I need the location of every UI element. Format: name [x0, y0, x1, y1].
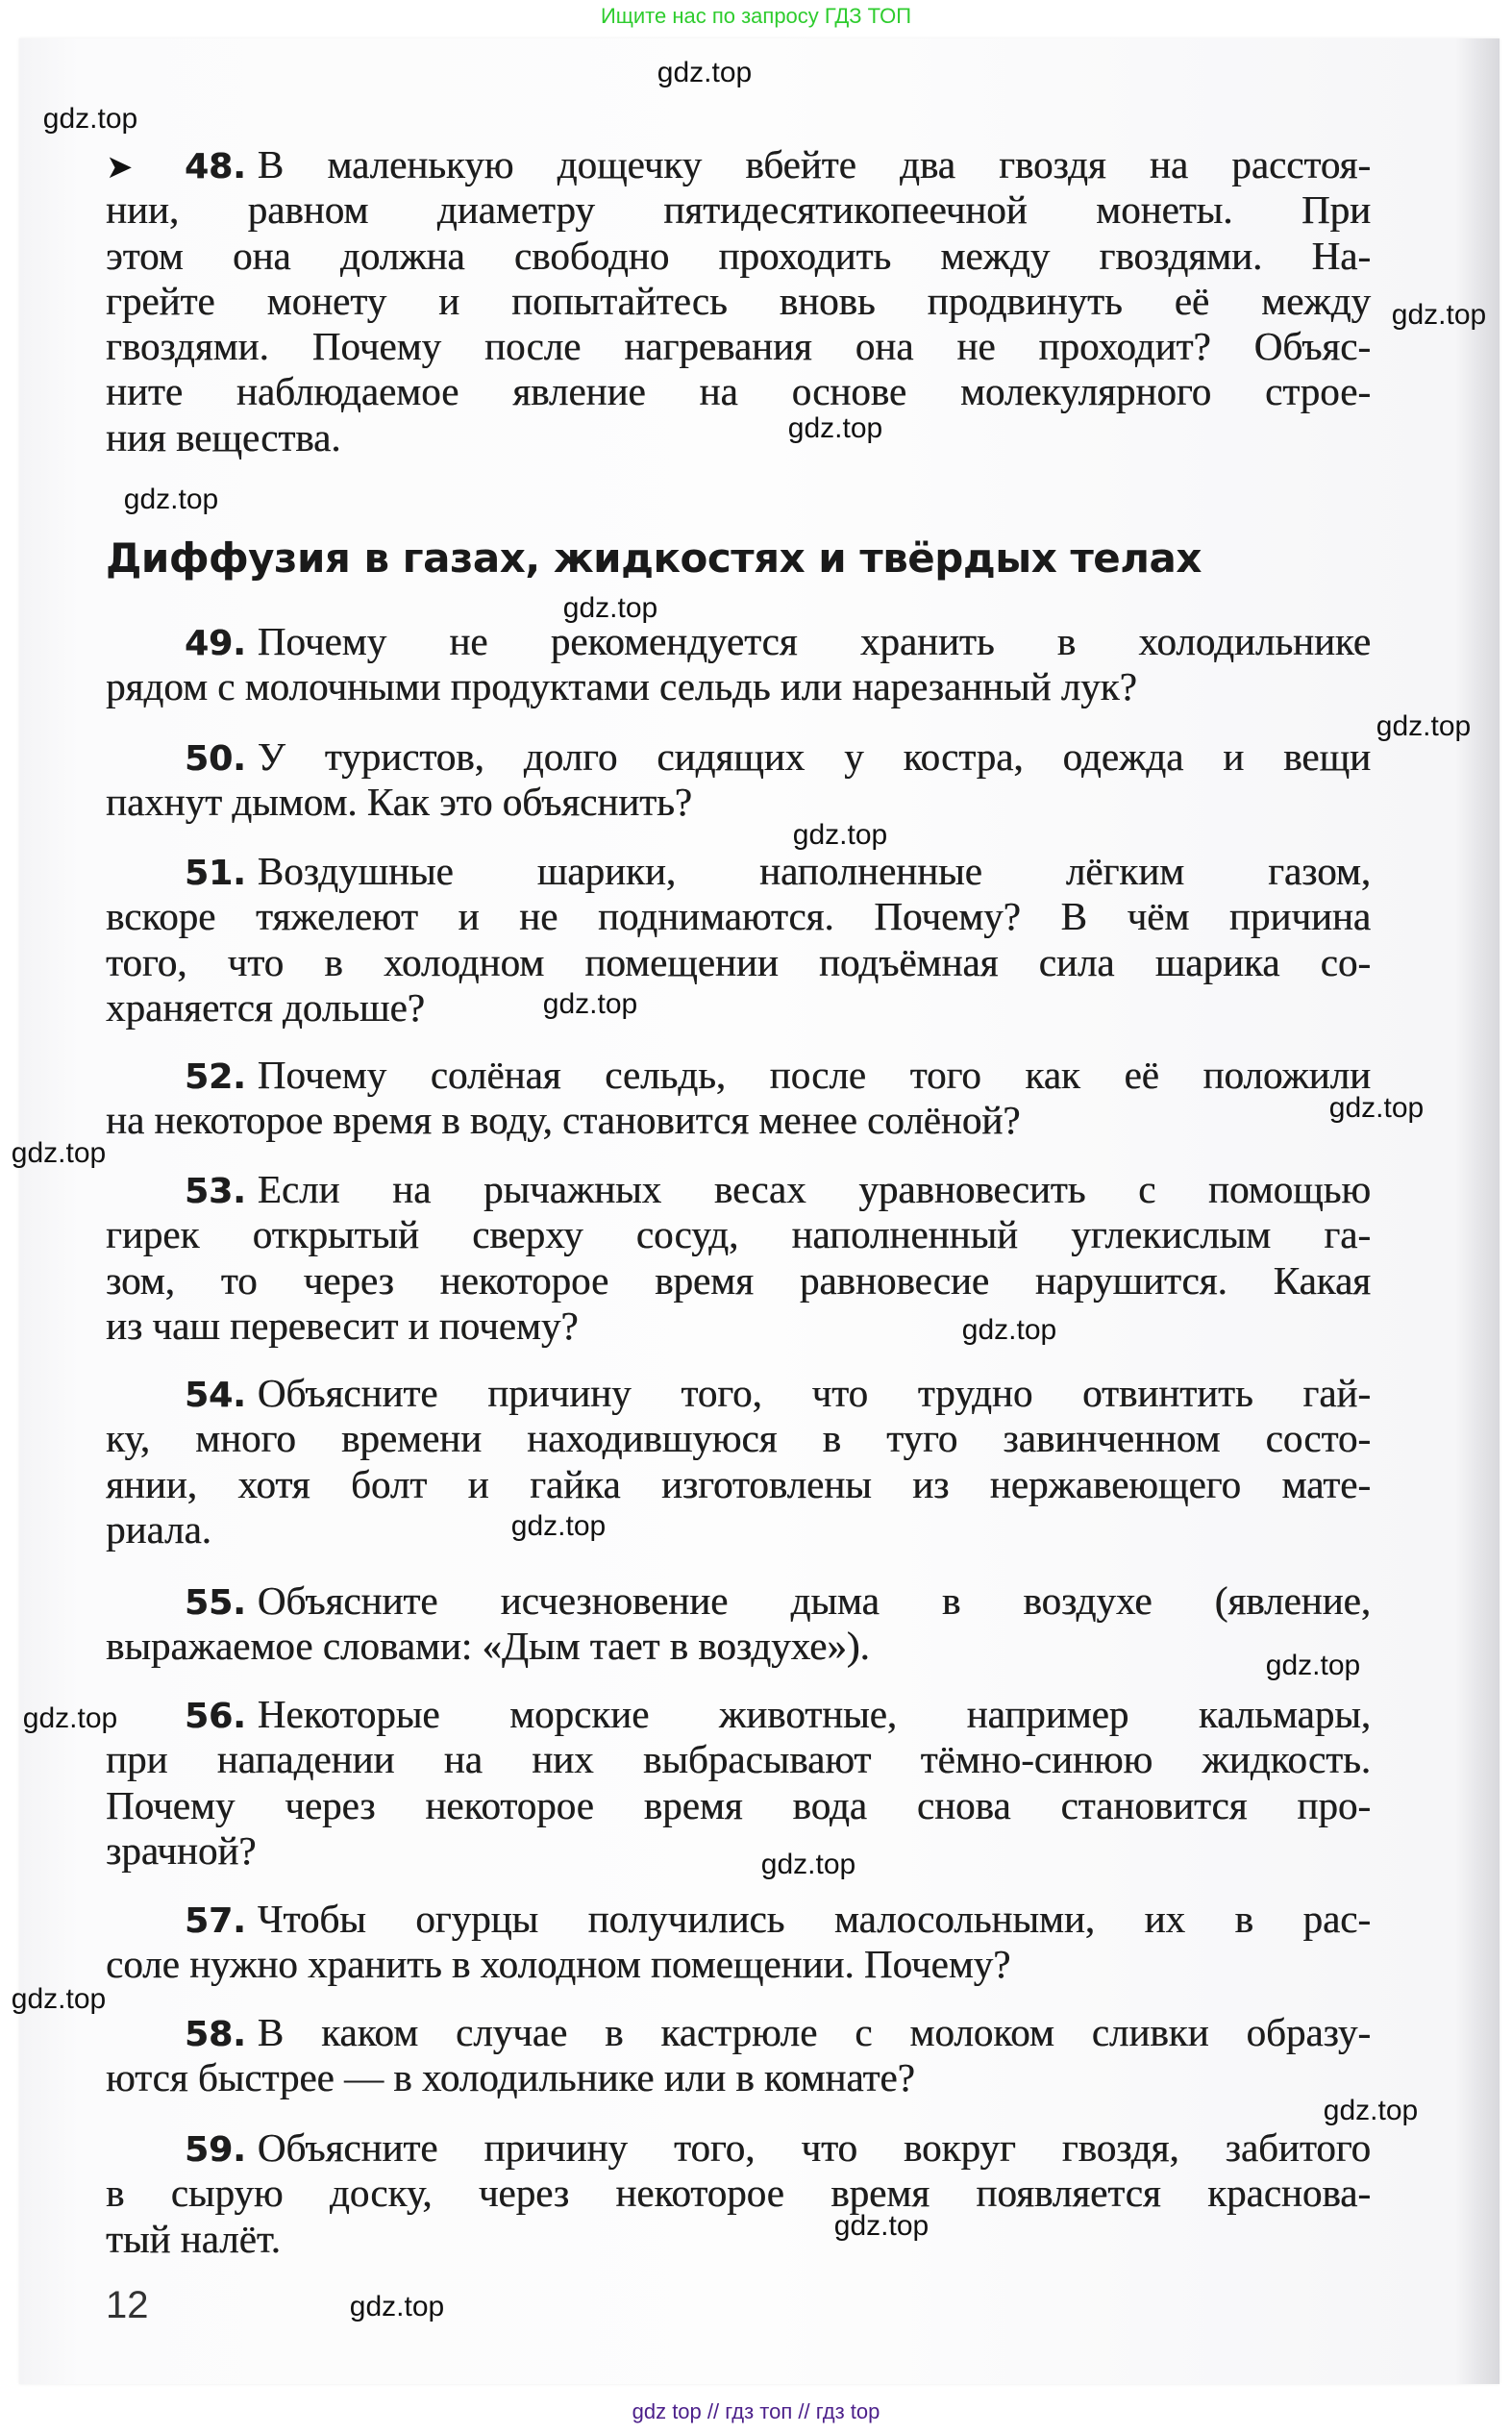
question-53 — [106, 1167, 1371, 1349]
question-text: Почему не рекомендуется хранить в холодильнике — [257, 619, 1371, 663]
question-text: Объясните причину того, что вокруг гвоздя, забитого — [257, 2125, 1371, 2170]
arrow-icon: ➤ — [106, 148, 134, 186]
question-text: гирек открытый сверху сосуд, наполненный углекислым га- — [106, 1212, 1371, 1257]
question-text: вскоре тяжелеют и не поднимаются. Почему? В чём причина — [106, 894, 1371, 939]
question-text: этом она должна свободно проходить между гвоздями. На- — [106, 233, 1371, 278]
question-text: Объясните исчезновение дыма в воздухе (явление, — [257, 1578, 1371, 1623]
question-line — [106, 619, 1371, 664]
question-50 — [106, 734, 1371, 826]
question-text: нии, равном диаметру пятидесятикопеечной монеты. При — [106, 187, 1371, 233]
question-line — [106, 369, 1371, 414]
question-text: храняется дольше? — [106, 984, 425, 1030]
watermark: gdz.top — [1391, 299, 1487, 331]
question-text: У туристов, долго сидящих у костра, одежда и вещи — [257, 734, 1371, 779]
question-55 — [106, 1578, 1371, 1670]
question-line — [106, 664, 1371, 709]
watermark: gdz.top — [123, 484, 219, 515]
question-text: гвоздями. Почему после нагревания она не проходит? Объяс- — [106, 324, 1371, 369]
question-number: 57. — [185, 1901, 246, 1941]
question-58 — [106, 2010, 1371, 2101]
watermark: gdz.top — [833, 2210, 930, 2242]
question-line — [106, 1212, 1371, 1257]
question-line — [106, 1828, 1371, 1874]
question-48 — [106, 142, 1371, 460]
question-text: Некоторые морские животные, например кальмары, — [257, 1692, 1371, 1736]
watermark: gdz.top — [349, 2291, 445, 2322]
question-number: 54. — [185, 1376, 246, 1415]
question-text: грейте монету и попытайтесь вновь продвинуть её между — [106, 278, 1371, 323]
question-number: 48. — [185, 147, 246, 186]
section-heading: Диффузия в газах, жидкостях и твёрдых телах — [106, 534, 1202, 582]
question-line — [106, 142, 1371, 187]
question-text: ния вещества. — [106, 414, 341, 459]
question-text: Если на рычажных весах уравновесить с помощью — [257, 1167, 1371, 1211]
question-text: Почему солёная сельдь, после того как её положили — [257, 1053, 1371, 1097]
watermark: gdz.top — [22, 1702, 118, 1734]
question-line — [106, 1507, 1371, 1552]
question-line — [106, 1258, 1371, 1304]
question-text: соле нужно хранить в холодном помещении. Почему? — [106, 1942, 1011, 1987]
question-line — [106, 1053, 1371, 1098]
question-56 — [106, 1692, 1371, 1874]
question-text: зрачной? — [106, 1827, 257, 1873]
watermark: gdz.top — [792, 819, 888, 851]
watermark: gdz.top — [510, 1510, 607, 1542]
watermark: gdz.top — [1328, 1092, 1425, 1124]
question-line — [106, 1371, 1371, 1416]
question-line — [106, 2055, 1371, 2100]
question-line — [106, 2010, 1371, 2055]
question-text: зом, то через некоторое время равновесие нарушится. Какая — [106, 1257, 1371, 1303]
question-text: В маленькую дощечку вбейте два гвоздя на расстоя- — [257, 142, 1371, 186]
question-text: рядом с молочными продуктами сельдь или нарезанный лук? — [106, 664, 1137, 709]
top-banner[interactable]: Ищите нас по запросу ГДЗ ТОП — [600, 4, 912, 28]
question-text: янии, хотя болт и гайка изготовлены из нержавеющего мате- — [106, 1461, 1371, 1506]
question-text: на некоторое время в воду, становится менее солёной? — [106, 1098, 1021, 1143]
question-number: 55. — [185, 1583, 246, 1623]
question-line — [106, 1304, 1371, 1349]
question-text: тый налёт. — [106, 2216, 281, 2261]
watermark: gdz.top — [542, 988, 638, 1020]
question-line — [106, 2217, 1371, 2262]
question-number: 56. — [185, 1697, 246, 1736]
question-text: ку, много времени находившуюся в туго завинченном состо- — [106, 1416, 1371, 1461]
watermark: gdz.top — [657, 57, 753, 88]
question-line — [106, 187, 1371, 233]
watermark: gdz.top — [961, 1314, 1057, 1346]
watermark: gdz.top — [11, 1983, 107, 2015]
question-line — [106, 415, 1371, 460]
page-number: 12 — [106, 2284, 149, 2326]
question-text: в сырую доску, через некоторое время появляется краснова- — [106, 2171, 1371, 2216]
question-text: ните наблюдаемое явление на основе молекулярного строе- — [106, 369, 1371, 414]
question-line — [106, 1462, 1371, 1507]
question-text: Объясните причину того, что трудно отвинтить гай- — [257, 1371, 1371, 1415]
question-line — [106, 1897, 1371, 1942]
question-text: Почему через некоторое время вода снова становится про- — [106, 1782, 1371, 1827]
question-line — [106, 1942, 1371, 1987]
question-line — [106, 1167, 1371, 1212]
question-line — [106, 1692, 1371, 1737]
question-line — [106, 1624, 1371, 1669]
question-number: 53. — [185, 1172, 246, 1211]
question-line — [106, 2171, 1371, 2216]
question-line — [106, 1737, 1371, 1782]
question-line — [106, 279, 1371, 324]
question-number: 50. — [185, 739, 246, 779]
question-number: 58. — [185, 2015, 246, 2054]
question-57 — [106, 1897, 1371, 1988]
question-text: В каком случае в кастрюле с молоком сливки образу- — [257, 2010, 1371, 2054]
question-text: Воздушные шарики, наполненные лёгким газом, — [257, 849, 1371, 893]
watermark: gdz.top — [562, 592, 658, 624]
question-line — [106, 1578, 1371, 1624]
question-text: риала. — [106, 1506, 211, 1552]
question-text: того, что в холодном помещении подъёмная сила шарика со- — [106, 939, 1371, 984]
watermark: gdz.top — [1323, 2095, 1419, 2126]
question-number: 59. — [185, 2130, 246, 2170]
question-51 — [106, 849, 1371, 1031]
question-line — [106, 324, 1371, 369]
watermark: gdz.top — [760, 1849, 856, 1880]
watermark: gdz.top — [787, 412, 883, 444]
question-line — [106, 1098, 1371, 1143]
question-text: выражаемое словами: «Дым тает в воздухе»). — [106, 1624, 870, 1669]
bottom-banner[interactable]: gdz top // гдз топ // гдз top — [632, 2399, 880, 2423]
question-52 — [106, 1053, 1371, 1144]
question-line — [106, 2125, 1371, 2171]
question-text: Чтобы огурцы получились малосольными, их в рас- — [257, 1897, 1371, 1941]
question-number: 52. — [185, 1057, 246, 1097]
question-text: из чаш перевесит и почему? — [106, 1303, 579, 1348]
question-text: ются быстрее — в холодильнике или в комнате? — [106, 2055, 915, 2100]
question-line — [106, 780, 1371, 825]
question-49 — [106, 619, 1371, 710]
question-line — [106, 1416, 1371, 1461]
watermark: gdz.top — [1265, 1650, 1361, 1681]
question-line — [106, 894, 1371, 939]
question-59 — [106, 2125, 1371, 2262]
watermark: gdz.top — [42, 103, 138, 135]
question-number: 49. — [185, 624, 246, 663]
question-line — [106, 985, 1371, 1031]
question-line — [106, 849, 1371, 894]
question-line — [106, 234, 1371, 279]
watermark: gdz.top — [1376, 710, 1472, 742]
question-text: пахнут дымом. Как это объяснить? — [106, 780, 692, 825]
question-text: при нападении на них выбрасывают тёмно-синюю жидкость. — [106, 1737, 1371, 1782]
watermark: gdz.top — [11, 1137, 107, 1169]
question-54 — [106, 1371, 1371, 1552]
question-number: 51. — [185, 854, 246, 893]
question-line — [106, 940, 1371, 985]
question-line — [106, 734, 1371, 780]
question-line — [106, 1783, 1371, 1828]
